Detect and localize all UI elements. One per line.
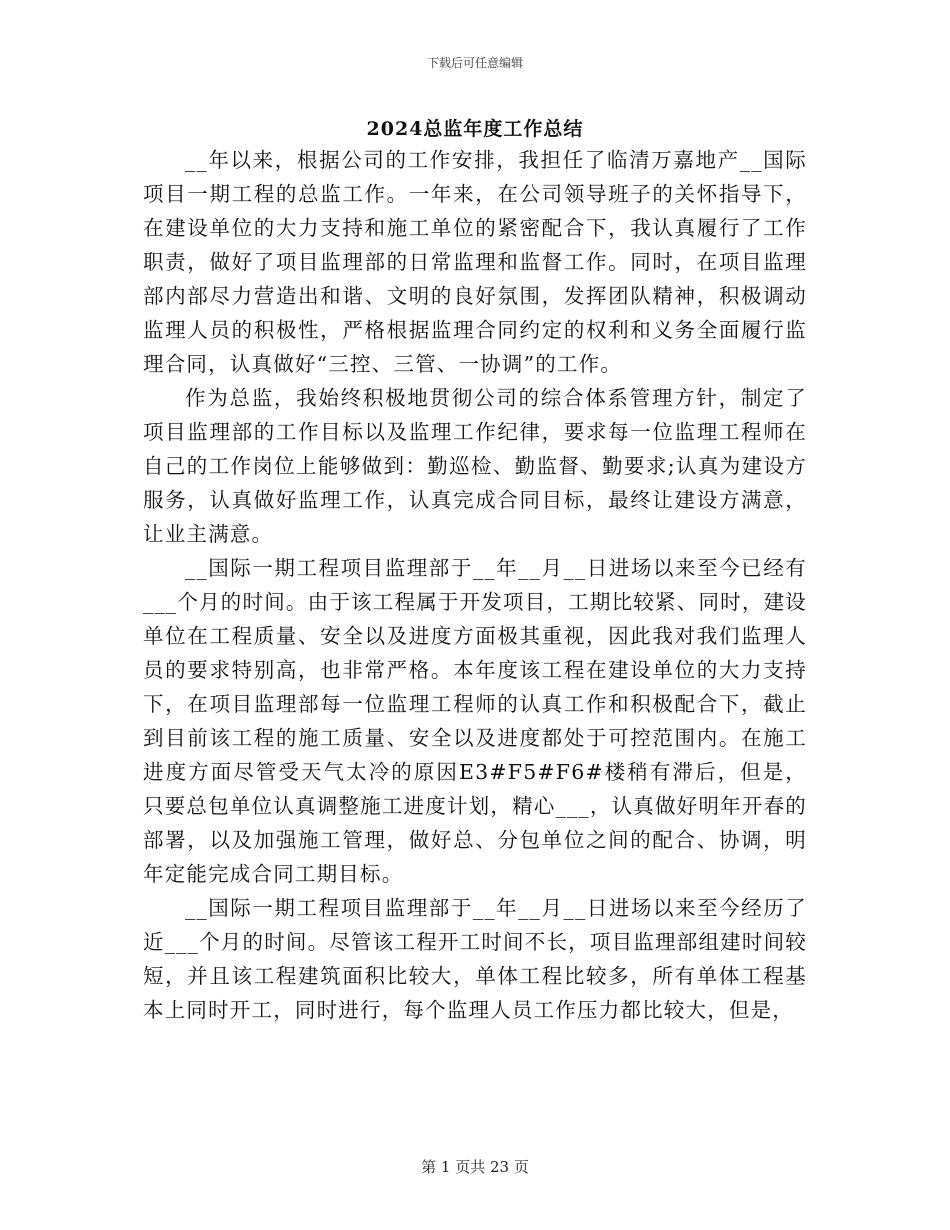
paragraph-3: __国际一期工程项目监理部于__年__月__日进场以来至今已经有___个月的时间。由于该工程属于开发项目，工期比较紧、同时，建设单位在工程质量、安全以及进度方面极其重视，因此我对我们监理人员的要求特别高，也非常严格。本年度该工程在建设单位的大力支持下，在项目监理部每一位监理工程师的认真工作和积极配合下，截止到目前该工程的施工质量、安全以及进度都处于可控范围内。在施工进度方面尽管受天气太冷的原因E3#F5#F6#楼稍有滞后，但是，只要总包单位认真调整施工进度计划，精心___，认真做好明年开春的部署，以及加强施工管理，做好总、分包单位之间的配合、协调，明年定能完成合同工期目标。 (143, 556, 807, 886)
paragraph-1: __年以来，根据公司的工作安排，我担任了临清万嘉地产__国际项目一期工程的总监工作。一年来，在公司领导班子的关怀指导下，在建设单位的大力支持和施工单位的紧密配合下，我认真履行了工作职责，做好了项目监理部的日常监理和监督工作。同时，在项目监理部内部尽力营造出和谐、文明的良好氛围，发挥团队精神，积极调动监理人员的积极性，严格根据监理合同约定的权利和义务全面履行监理合同，认真做好“三控、三管、一协调”的工作。 (143, 148, 807, 376)
paragraph-4: __国际一期工程项目监理部于__年__月__日进场以来至今经历了近___个月的时间。尽管该工程开工时间不长，项目监理部组建时间较短，并且该工程建筑面积比较大，单体工程比较多，所有单体工程基本上同时开工，同时进行，每个监理人员工作压力都比较大，但是， (143, 896, 807, 1022)
paragraph-2: 作为总监，我始终积极地贯彻公司的综合体系管理方针，制定了项目监理部的工作目标以及监理工作纪律，要求每一位监理工程师在自己的工作岗位上能够做到：勤巡检、勤监督、勤要求;认真为建设方服务，认真做好监理工作，认真完成合同目标，最终让建设方满意，让业主满意。 (143, 386, 807, 546)
page-header-note: 下载后可任意编辑 (426, 56, 523, 70)
document-title: 2024总监年度工作总结 (366, 118, 584, 140)
document-body (143, 143, 807, 1027)
page-number: 第 1 页共 23 页 (421, 1158, 529, 1176)
